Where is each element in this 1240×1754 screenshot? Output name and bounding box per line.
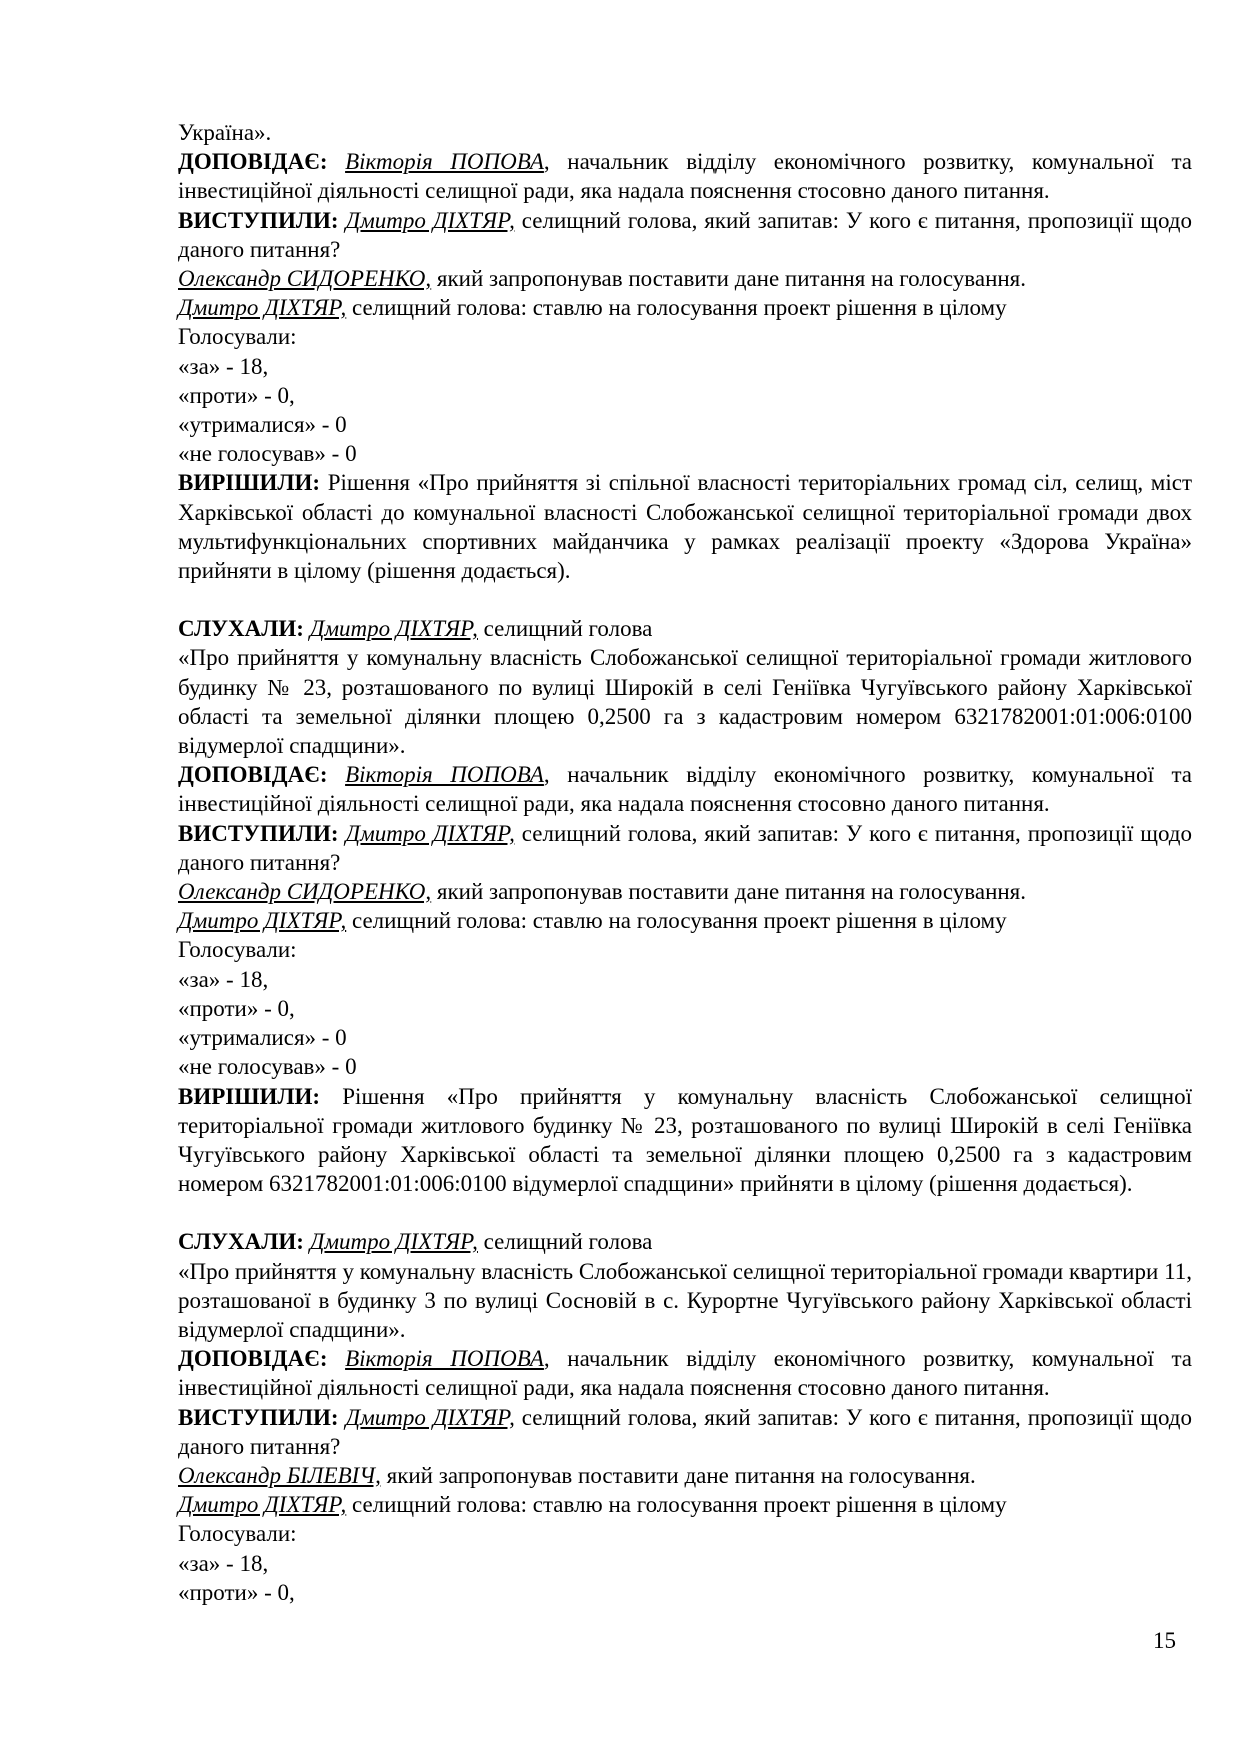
section-gap (178, 585, 1192, 614)
proposer-name: Олександр СИДОРЕНКО, (178, 266, 432, 292)
agenda-topic: «Про прийняття у комунальну власність Слобожанської селищної територіальної громади житлового будинку № 23, розташованого по вулиці Широкій в селі Геніївка Чугуївського району Харківської області та земельної ділянки площею 0,2500 га з кадастровим номером 6321782001:01:006:0100 відумерлої спадщини». (178, 645, 1192, 759)
rapporteur-text: , начальник відділу економічного розвитку, комунальної та інвестиційної діяльності селищної ради, яка надала пояснення стосовно даного питання. (178, 149, 1192, 204)
continuation-line: Україна». (178, 120, 272, 145)
speaker-name: Дмитро ДІХТЯР, (345, 1404, 515, 1430)
vote-not-voted: «не голосував» - 0 (178, 441, 357, 467)
speakers-line (178, 819, 1192, 877)
heard-label: СЛУХАЛИ: (178, 1229, 304, 1255)
heard-name: Дмитро ДІХТЯР, (309, 1229, 478, 1255)
voted-label: Голосували: (178, 937, 297, 963)
page-number: 15 (1153, 1628, 1176, 1653)
put-to-vote-text: селищний голова: ставлю на голосування проект рішення в цілому (346, 1492, 1007, 1518)
vote-for: «за» - 18, (178, 353, 269, 379)
put-to-vote-line (178, 1490, 1192, 1519)
proposal-line (178, 877, 1192, 906)
put-to-vote-text: селищний голова: ставлю на голосування проект рішення в цілому (346, 908, 1007, 934)
rapporteur-line (178, 760, 1192, 818)
heard-text: селищний голова (477, 1229, 653, 1255)
rapporteur-name: Вікторія ПОПОВА (345, 1346, 544, 1372)
resolution-label: ВИРІШИЛИ: (178, 1083, 321, 1109)
speaker-text: селищний голова, який запитав: У кого є питання, пропозиції щодо даного питання? (178, 820, 1193, 875)
proposal-line (178, 1461, 1192, 1490)
vote-for: «за» - 18, (178, 966, 269, 992)
document-page (178, 118, 1192, 1607)
rapporteur-label: ДОПОВІДАЄ: (178, 1346, 328, 1372)
resolution (178, 1082, 1192, 1199)
proposal-line (178, 264, 1192, 293)
speakers-label: ВИСТУПИЛИ: (178, 820, 339, 846)
rapporteur-text: , начальник відділу економічного розвитку, комунальної та інвестиційної діяльності селищної ради, яка надала пояснення стосовно даного питання. (178, 762, 1192, 817)
chair-name: Дмитро ДІХТЯР, (178, 295, 347, 321)
put-to-vote-line (178, 906, 1192, 935)
speakers-label: ВИСТУПИЛИ: (178, 207, 339, 233)
section-gap (178, 1198, 1192, 1227)
resolution (178, 468, 1192, 585)
vote-against: «проти» - 0, (178, 1579, 295, 1605)
speaker-text: селищний голова, який запитав: У кого є питання, пропозиції щодо даного питання? (178, 1404, 1193, 1459)
heard-text: селищний голова (477, 616, 653, 642)
proposer-name: Олександр СИДОРЕНКО, (178, 879, 432, 905)
resolution-text: Рішення «Про прийняття зі спільної власності територіальних громад сіл, селищ, міст Харківської області до комунальної власності Слобожанської селищної територіальної громади двох мультифункціональних спортивних майданчика у рамках реалізації проекту «Здорова Україна» прийняти в цілому (рішення додається). (178, 470, 1192, 584)
speaker-text: селищний голова, який запитав: У кого є питання, пропозиції щодо даного питання? (178, 207, 1193, 262)
rapporteur-label: ДОПОВІДАЄ: (178, 149, 328, 175)
proposal-text: який запропонував поставити дане питання на голосування. (431, 879, 1027, 905)
resolution-label: ВИРІШИЛИ: (178, 470, 321, 496)
rapporteur-line (178, 147, 1192, 205)
resolution-text: Рішення «Про прийняття у комунальну власність Слобожанської селищної територіальної громади житлового будинку № 23, розташованого по вулиці Широкій в селі Геніївка Чугуївського району Харківської області та земельної ділянки площею 0,2500 га з кадастровим номером 6321782001:01:006:0100 відумерлої спадщини» прийняти в цілому (рішення додається). (178, 1083, 1192, 1197)
speakers-line (178, 206, 1192, 264)
heard-line (178, 1227, 1192, 1256)
rapporteur-name: Вікторія ПОПОВА (345, 149, 544, 175)
vote-for: «за» - 18, (178, 1550, 269, 1576)
rapporteur-line (178, 1344, 1192, 1402)
chair-name: Дмитро ДІХТЯР, (178, 908, 347, 934)
vote-abstain: «утрималися» - 0 (178, 412, 347, 438)
heard-name: Дмитро ДІХТЯР, (309, 616, 478, 642)
speaker-name: Дмитро ДІХТЯР, (345, 207, 515, 233)
vote-not-voted: «не голосував» - 0 (178, 1054, 357, 1080)
rapporteur-label: ДОПОВІДАЄ: (178, 762, 328, 788)
agenda-topic: «Про прийняття у комунальну власність Слобожанської селищної територіальної громади квартири 11, розташованої в будинку 3 по вулиці Сосновій в с. Курортне Чугуївського району Харківської області відумерлої спадщини». (178, 1258, 1192, 1342)
voted-label: Голосували: (178, 324, 297, 350)
rapporteur-text: , начальник відділу економічного розвитку, комунальної та інвестиційної діяльності селищної ради, яка надала пояснення стосовно даного питання. (178, 1346, 1192, 1401)
vote-against: «проти» - 0, (178, 995, 295, 1021)
heard-line (178, 614, 1192, 643)
heard-label: СЛУХАЛИ: (178, 616, 304, 642)
proposal-text: який запропонував поставити дане питання на голосування. (380, 1462, 976, 1488)
vote-abstain: «утрималися» - 0 (178, 1025, 347, 1051)
put-to-vote-line (178, 293, 1192, 322)
vote-against: «проти» - 0, (178, 382, 295, 408)
chair-name: Дмитро ДІХТЯР, (178, 1492, 347, 1518)
voted-label: Голосували: (178, 1521, 297, 1547)
speakers-label: ВИСТУПИЛИ: (178, 1404, 339, 1430)
proposal-text: який запропонував поставити дане питання на голосування. (431, 266, 1027, 292)
put-to-vote-text: селищний голова: ставлю на голосування проект рішення в цілому (346, 295, 1007, 321)
speakers-line (178, 1403, 1192, 1461)
proposer-name: Олександр БІЛЕВІЧ, (178, 1462, 381, 1488)
rapporteur-name: Вікторія ПОПОВА (345, 762, 544, 788)
speaker-name: Дмитро ДІХТЯР, (345, 820, 515, 846)
